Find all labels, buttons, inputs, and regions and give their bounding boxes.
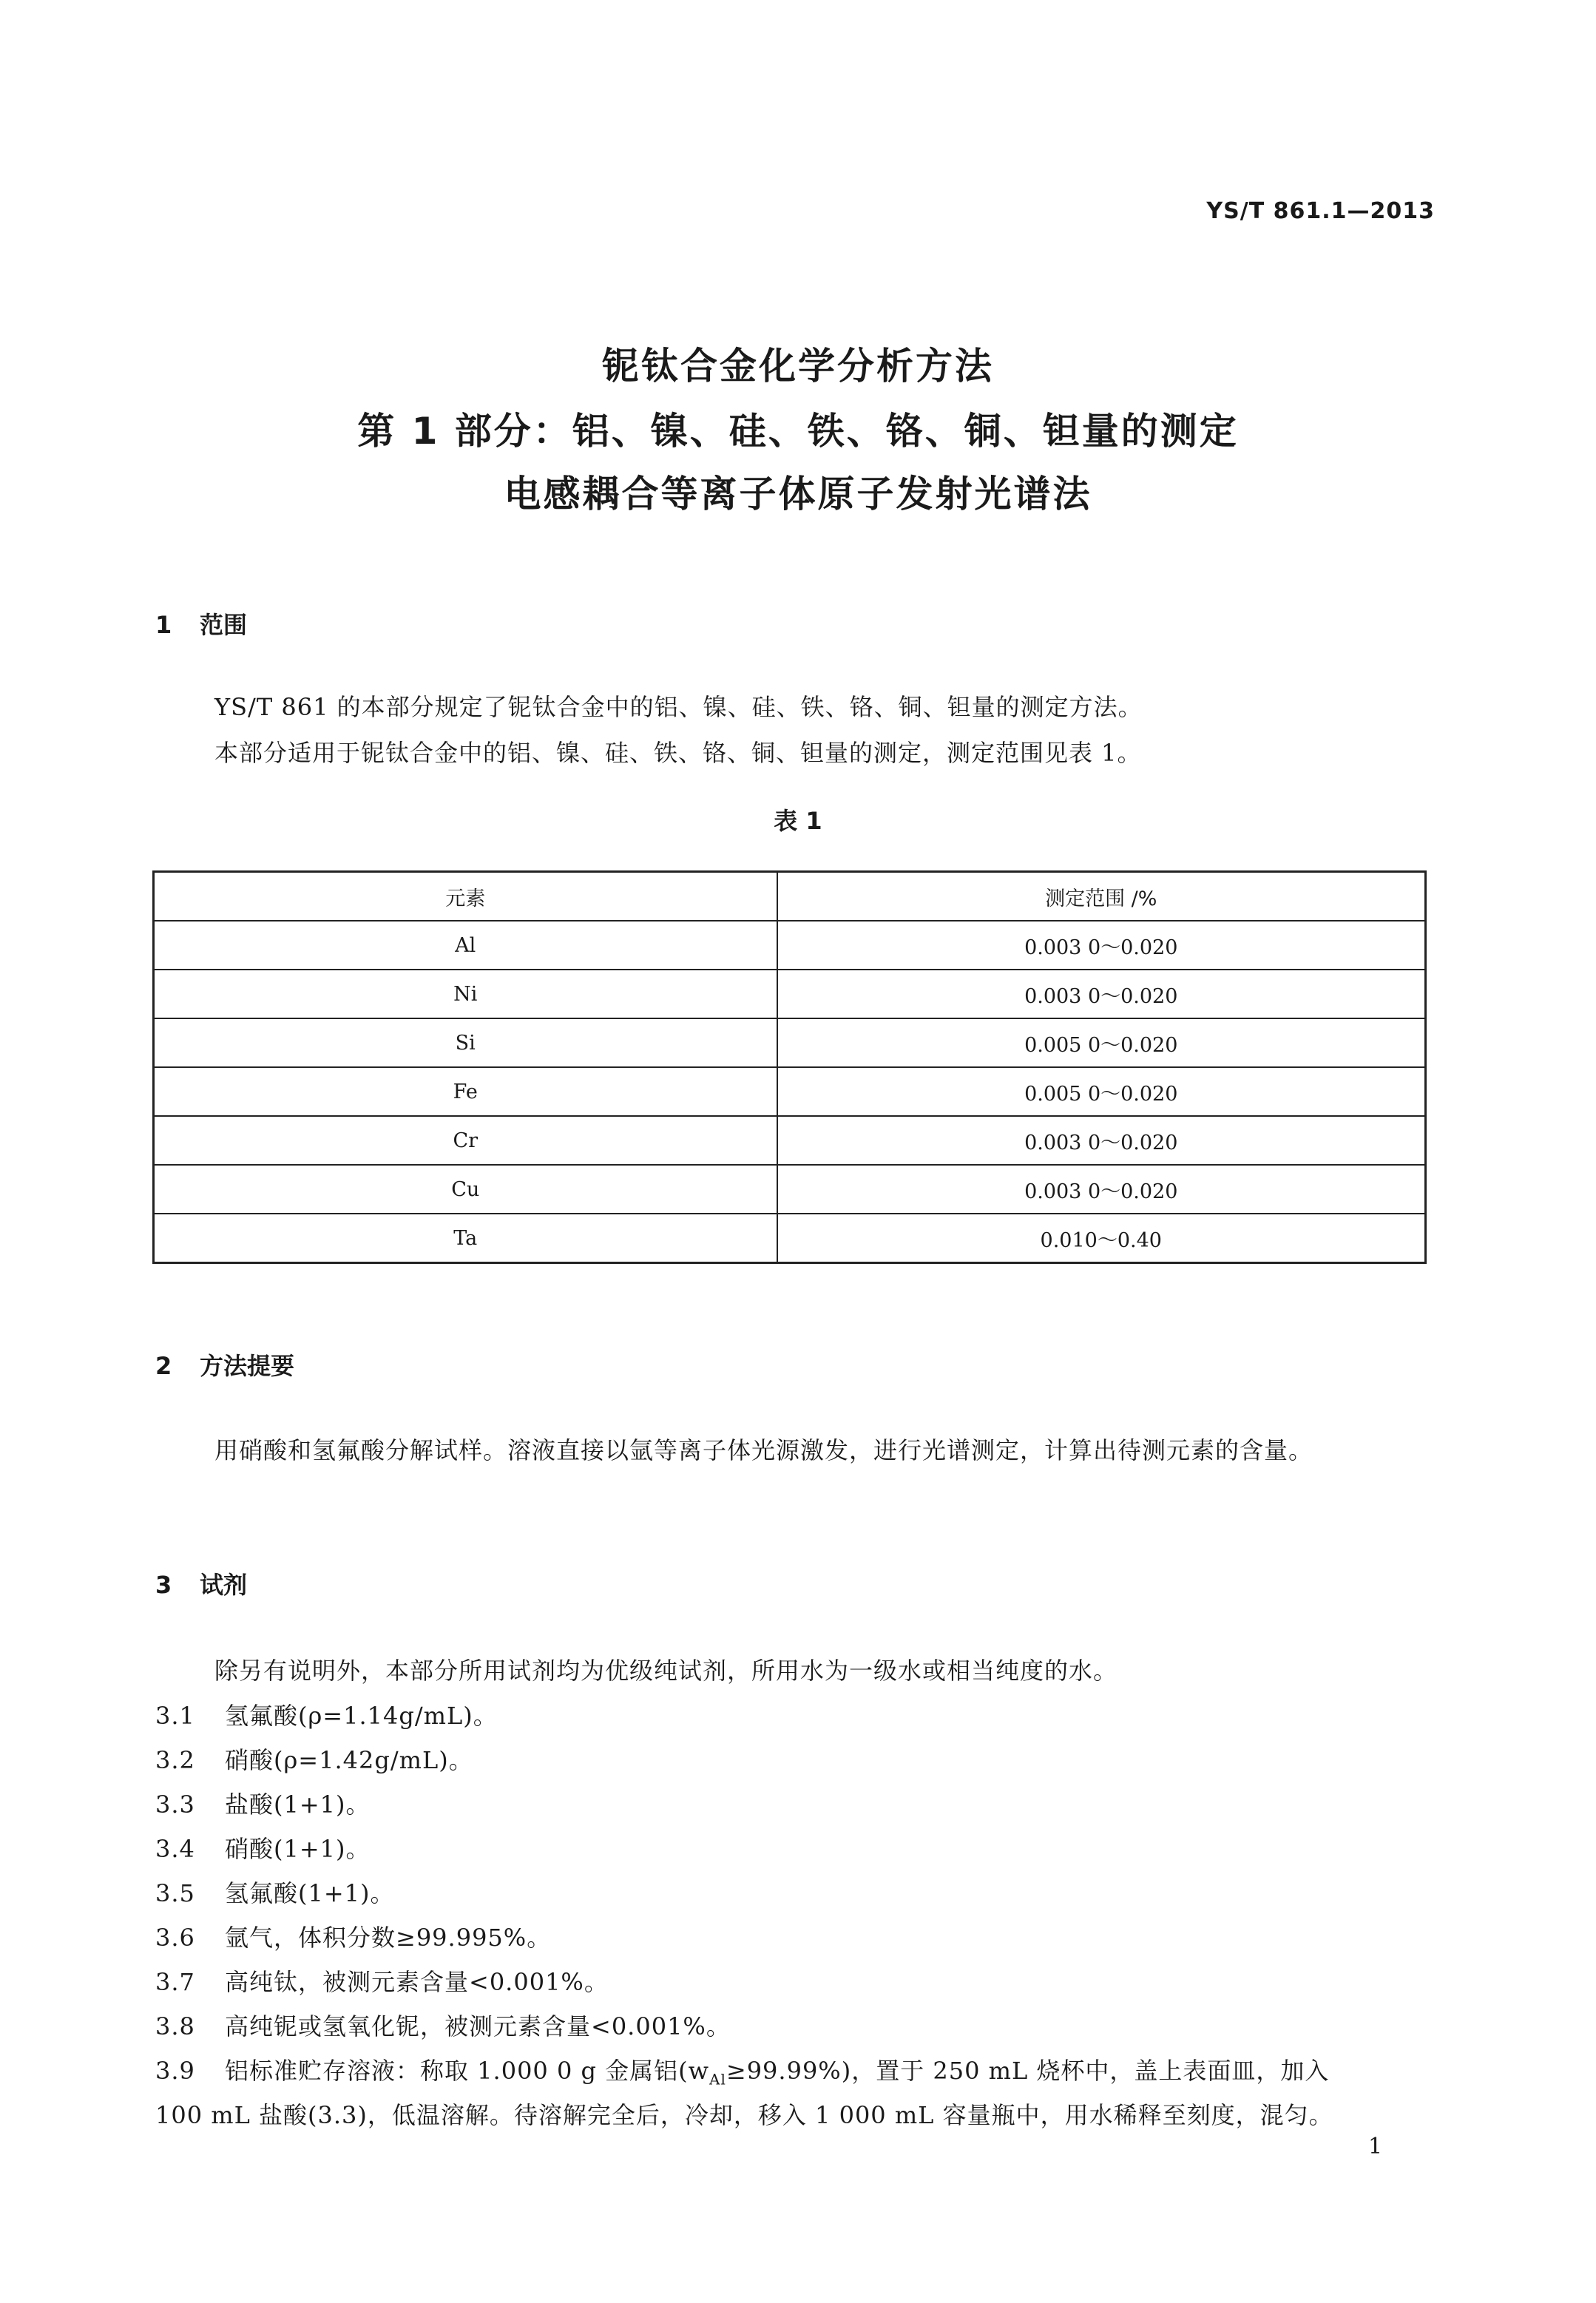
item-number: 3.7 (155, 1968, 195, 1996)
item-number: 3.6 (155, 1924, 195, 1952)
section-1-heading (155, 606, 247, 640)
section-3-intro: 除另有说明外，本部分所用试剂均为优级纯试剂，所用水为一级水或相当纯度的水。 (214, 1657, 1118, 1685)
item-text: 硝酸(ρ=1.42g/mL)。 (225, 1746, 473, 1774)
section-number: 3 (155, 1571, 172, 1599)
table-caption: 表 1 (774, 807, 822, 835)
table-cell-element: Ni (154, 970, 777, 1018)
table-header-element: 元素 (154, 872, 777, 921)
item-text: 高纯铌或氢氧化铌，被测元素含量<0.001%。 (225, 2012, 731, 2040)
item-text: 氩气，体积分数≥99.995%。 (225, 1924, 552, 1952)
table-cell-element: Ta (154, 1214, 777, 1263)
table-cell-range: 0.005 0～0.020 (777, 1067, 1426, 1116)
reagent-item (155, 1871, 1442, 1915)
table-row (154, 921, 1426, 970)
section-number: 1 (155, 611, 172, 639)
table-header-row (154, 872, 1426, 921)
item-text: 氢氟酸(ρ=1.14g/mL)。 (225, 1702, 498, 1730)
table-row (154, 1165, 1426, 1214)
item-text: 高纯钛，被测元素含量<0.001%。 (225, 1968, 609, 1996)
table-row (154, 1018, 1426, 1067)
table-cell-range: 0.003 0～0.020 (777, 970, 1426, 1018)
section-2-heading (155, 1347, 294, 1382)
table-row (154, 1116, 1426, 1165)
item-number: 3.8 (155, 2012, 195, 2040)
table-cell-element: Fe (154, 1067, 777, 1116)
table-cell-element: Al (154, 921, 777, 970)
page-number: 1 (1368, 2134, 1383, 2160)
section-3-heading (155, 1566, 247, 1600)
item-subscript: Al (709, 2070, 726, 2089)
table-cell-range: 0.005 0～0.020 (777, 1018, 1426, 1067)
section-title: 范围 (200, 611, 248, 639)
table-cell-element: Cu (154, 1165, 777, 1214)
item-text: 硝酸(1+1)。 (225, 1835, 371, 1863)
table-cell-range: 0.003 0～0.020 (777, 921, 1426, 970)
reagent-item (155, 1827, 1442, 1871)
reagent-item (155, 1960, 1442, 2004)
section-1-paragraph-2: 本部分适用于铌钛合金中的铝、镍、硅、铁、铬、铜、钽量的测定，测定范围见表 1。 (214, 739, 1142, 767)
reagent-item (155, 1738, 1442, 1782)
title-line-3: 电感耦合等离子体原子发射光谱法 (504, 473, 1092, 515)
item-number: 3.5 (155, 1879, 195, 1907)
item-number: 3.4 (155, 1835, 195, 1863)
reagent-item (155, 1915, 1442, 1960)
section-1-paragraph-1: YS/T 861 的本部分规定了铌钛合金中的铝、镍、硅、铁、铬、铜、钽量的测定方法。 (214, 693, 1143, 721)
section-number: 2 (155, 1352, 172, 1380)
item-number: 3.1 (155, 1702, 195, 1730)
item-number: 3.3 (155, 1790, 195, 1819)
table-row (154, 1214, 1426, 1263)
reagent-item (155, 2004, 1442, 2049)
reagent-item (155, 1694, 1442, 1738)
item-text-part-a: 铝标准贮存溶液：称取 1.000 0 g 金属铝(w (225, 2057, 710, 2085)
title-line-1: 铌钛合金化学分析方法 (602, 345, 994, 388)
item-number: 3.9 (155, 2057, 195, 2085)
table-cell-range: 0.003 0～0.020 (777, 1165, 1426, 1214)
table-cell-element: Cr (154, 1116, 777, 1165)
table-cell-range: 0.010～0.40 (777, 1214, 1426, 1263)
section-title: 试剂 (200, 1571, 248, 1599)
table-1 (152, 870, 1427, 1264)
item-text: 氢氟酸(1+1)。 (225, 1879, 395, 1907)
table-cell-element: Si (154, 1018, 777, 1067)
section-2-paragraph: 用硝酸和氢氟酸分解试样。溶液直接以氩等离子体光源激发，进行光谱测定，计算出待测元素的含量。 (214, 1436, 1313, 1464)
table-row (154, 970, 1426, 1018)
title-line-2: 第 1 部分：铝、镍、硅、铁、铬、铜、钽量的测定 (357, 410, 1239, 453)
standard-code: YS/T 861.1—2013 (1206, 198, 1435, 224)
table-header-range: 测定范围 /% (777, 872, 1426, 921)
table-row (154, 1067, 1426, 1116)
item-text-part-b: ≥99.99%)，置于 250 mL 烧杯中，盖上表面皿，加入 (726, 2057, 1330, 2085)
table-cell-range: 0.003 0～0.020 (777, 1116, 1426, 1165)
item-number: 3.2 (155, 1746, 195, 1774)
section-title: 方法提要 (200, 1352, 295, 1380)
reagent-item-3-9-continued: 100 mL 盐酸(3.3)，低温溶解。待溶解完全后，冷却，移入 1 000 mL 容量瓶中，用水稀释至刻度，混匀。 (155, 2101, 1333, 2129)
reagent-item (155, 1782, 1442, 1827)
item-text: 盐酸(1+1)。 (225, 1790, 371, 1819)
